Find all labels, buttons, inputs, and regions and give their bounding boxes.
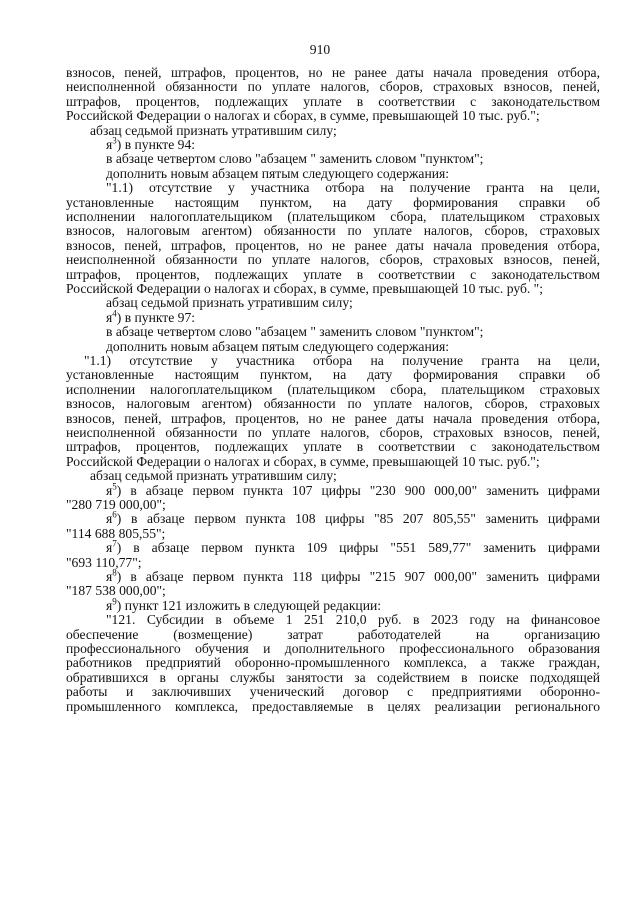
text-line: в абзаце четвертом слово "абзацем " заменить словом "пунктом"; <box>106 151 484 167</box>
text-line: дополнить новым абзацем пятым следующего содержания: <box>106 338 450 354</box>
text-line: дополнить новым абзацем пятым следующего содержания: <box>106 165 450 181</box>
text-line: обратившихся в органы службы занятости за содействием в поиске подходящей <box>66 669 600 685</box>
text-line: неисполненной обязанности по уплате налогов, сборов, страховых взносов, пеней, <box>66 79 600 95</box>
text-line: взносов, налоговым агентом) обязанности по уплате налогов, сборов, страховых <box>66 223 600 239</box>
text-line: промышленного комплекса, предоставляемые в целях реализации регионального <box>66 698 600 714</box>
text-line: взносов, пеней, штрафов, процентов, но не ранее даты начала проведения отбора, <box>66 65 600 80</box>
text-line: "121. Субсидии в объеме 1 251 210,0 руб. в 2023 году на финансовое <box>106 612 600 628</box>
text-line: абзац седьмой признать утратившим силу; <box>90 468 337 484</box>
text-line: абзац седьмой признать утратившим силу; <box>106 295 353 311</box>
list-item: $я^5$) в абзаце первом пункта 107 цифры "230 900 000,00" заменить цифрами <box>106 481 600 498</box>
text-line: в абзаце четвертом слово "абзацем " заменить словом "пунктом"; <box>106 324 484 340</box>
page-number: 910 <box>309 42 331 57</box>
text-line: "280 719 000,00"; <box>66 497 166 512</box>
text-line: исполнении налогоплательщиком (плательщиком сбора, плательщиком страховых <box>66 209 600 224</box>
text-line: обеспечение (возмещение) затрат работодателей на организацию <box>66 626 600 642</box>
list-item: $я^3$) в пункте 94: <box>106 135 196 152</box>
text-line: "1.1) отсутствие у участника отбора на получение гранта на цели, <box>106 180 600 196</box>
text-line: исполнении налогоплательщиком (плательщиком сбора, плательщиком страховых <box>66 381 600 397</box>
text-line: Российской Федерации о налогах и сборах, в сумме, превышающей 10 тыс. руб."; <box>66 453 540 469</box>
text-line: неисполненной обязанности по уплате налогов, сборов, страховых взносов, пеней, <box>66 425 600 440</box>
text-line: "1.1) отсутствие у участника отбора на получение гранта на цели, <box>84 353 600 368</box>
list-item: $я^4$) в пункте 97: <box>106 308 196 325</box>
text-line: профессионального обучения и дополнительного профессионального образования <box>66 641 600 656</box>
list-item: $я^7$) в абзаце первом пункта 109 цифры "551 589,77" заменить цифрами <box>106 538 600 556</box>
text-line: абзац седьмой признать утратившим силу; <box>90 122 337 138</box>
list-item: $я^9$) пункт 121 изложить в следующей редакции: <box>106 596 382 613</box>
text-line: штрафов, процентов, подлежащих уплате в соответствии с законодательством <box>66 439 600 455</box>
text-line: взносов, налоговым агентом) обязанности по уплате налогов, сборов, страховых <box>66 396 600 412</box>
text-line: штрафов, процентов, подлежащих уплате в соответствии с законодательством <box>66 93 600 109</box>
text-line: "187 538 000,00"; <box>66 583 166 599</box>
list-item: $я^8$) в абзаце первом пункта 118 цифры "215 907 000,00" заменить цифрами <box>106 567 600 584</box>
text-line: "114 688 805,55"; <box>66 525 166 541</box>
text-line: установленные настоящим пунктом, на дату формирования справки об <box>66 194 600 210</box>
text-line: установленные настоящим пунктом, на дату формирования справки об <box>66 367 600 383</box>
text-line: "693 110,77"; <box>66 554 142 570</box>
list-item: $я^6$) в абзаце первом пункта 108 цифры "85 207 805,55" заменить цифрами <box>106 509 600 527</box>
text-line: Российской Федерации о налогах и сборах, в сумме, превышающей 10 тыс. руб. "; <box>66 281 543 296</box>
text-line: работы и заключивших ученический договор с предприятиями оборонно- <box>66 684 600 700</box>
text-line: Российской Федерации о налогах и сборах, в сумме, превышающей 10 тыс. руб."; <box>66 108 540 124</box>
text-line: работников предприятий оборонно-промышленного комплекса, а также граждан, <box>66 655 600 671</box>
text-line: штрафов, процентов, подлежащих уплате в соответствии с законодательством <box>66 266 600 282</box>
text-line: взносов, пеней, штрафов, процентов, но не ранее даты начала проведения отбора, <box>66 410 600 426</box>
text-line: неисполненной обязанности по уплате налогов, сборов, страховых взносов, пеней, <box>66 252 600 268</box>
text-line: взносов, пеней, штрафов, процентов, но не ранее даты начала проведения отбора, <box>66 237 600 253</box>
